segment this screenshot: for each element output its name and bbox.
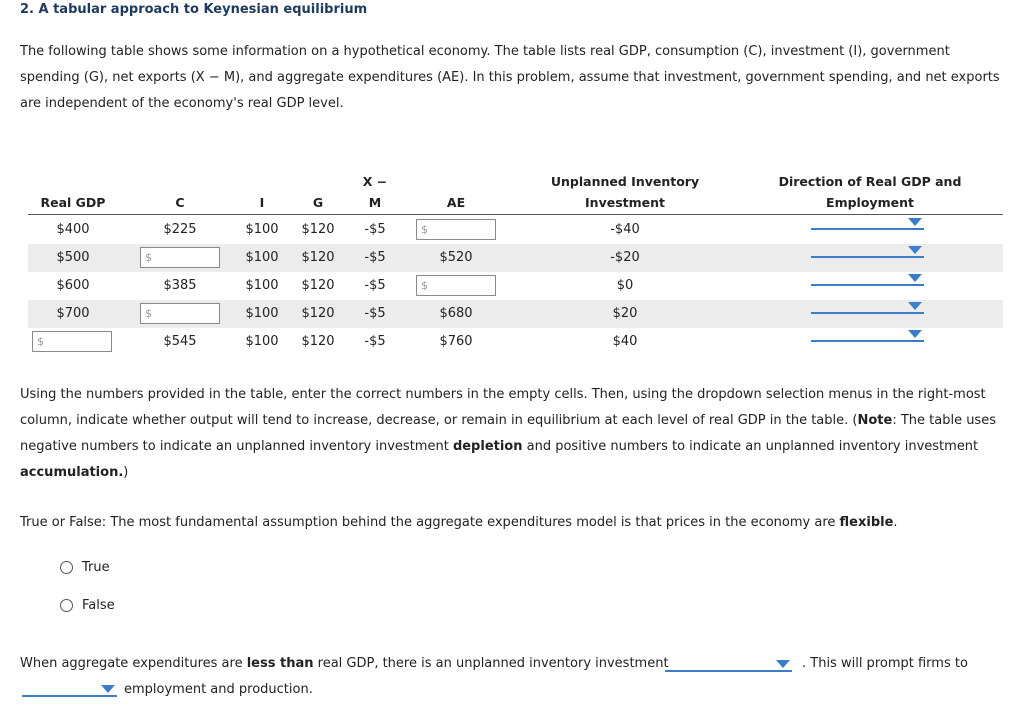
firms-action-dropdown[interactable] (22, 683, 117, 697)
header-inventory-line2: Investment (585, 195, 665, 210)
c-input[interactable]: $ (140, 247, 220, 268)
cell-xm: -$5 (364, 334, 386, 349)
radio-label: False (82, 598, 115, 613)
cell-gdp: $700 (56, 306, 90, 321)
direction-dropdown[interactable] (811, 216, 924, 230)
depletion-term: depletion (452, 439, 523, 454)
cell-g: $120 (301, 278, 335, 293)
header-inventory-line1: Unplanned Inventory (550, 174, 700, 189)
cell-xm: -$5 (364, 250, 386, 265)
header-ae: AE (446, 195, 466, 210)
instructions-text: ) (123, 465, 129, 480)
radio-label: True (82, 560, 110, 575)
chevron-down-icon (908, 302, 922, 310)
header-xm-line1: X − (362, 174, 388, 189)
cell-xm: -$5 (364, 306, 386, 321)
table-row (28, 300, 1003, 328)
cell-i: $100 (245, 278, 279, 293)
sentence-text: real GDP, there is an unplanned inventory investment (313, 656, 669, 671)
radio-button-icon[interactable] (60, 561, 73, 574)
cell-g: $120 (301, 306, 335, 321)
cell-ae: $680 (439, 306, 473, 321)
note-label: Note (857, 413, 893, 428)
chevron-down-icon (908, 330, 922, 338)
sentence-tail: . This will prompt firms to (802, 656, 968, 671)
instructions-text: : The table uses negative numbers to indicate an unplanned inventory investment (20, 413, 996, 454)
cell-inventory: -$40 (610, 222, 640, 237)
table-header-rule (28, 214, 1003, 215)
instructions-paragraph (20, 382, 1005, 486)
accumulation-term: accumulation. (20, 465, 124, 480)
cell-inventory: $40 (612, 334, 638, 349)
direction-dropdown[interactable] (811, 272, 924, 286)
radio-option-false[interactable] (60, 598, 115, 613)
instructions-text: Using the numbers provided in the table, enter the correct numbers in the empty cells. Then, using the dropdown selection menus in the right-most column, indicate whether output will tend to increase, decrease, or remain in equilibrium at each level of real GDP in the table. ( (20, 387, 986, 428)
header-g: G (312, 195, 324, 210)
cell-inventory: $20 (612, 306, 638, 321)
chevron-down-icon (908, 218, 922, 226)
radio-button-icon[interactable] (60, 599, 73, 612)
true-false-question (20, 510, 1005, 536)
gdp-input[interactable]: $ (32, 331, 112, 352)
header-xm-line2: M (368, 195, 382, 210)
cell-ae: $760 (439, 334, 473, 349)
question-text: True or False: The most fundamental assumption behind the aggregate expenditures model is that prices in the economy are (20, 515, 840, 530)
chevron-down-icon (908, 246, 922, 254)
cell-inventory: -$20 (610, 250, 640, 265)
cell-c: $385 (163, 278, 197, 293)
instructions-text: and positive numbers to indicate an unplanned inventory investment (522, 439, 979, 454)
cell-g: $120 (301, 222, 335, 237)
cell-i: $100 (245, 334, 279, 349)
cell-gdp: $400 (56, 222, 90, 237)
fill-in-sentence-line1 (20, 651, 669, 677)
cell-gdp: $600 (56, 278, 90, 293)
cell-c: $225 (163, 222, 197, 237)
cell-c: $545 (163, 334, 197, 349)
header-real-gdp: Real GDP (40, 195, 106, 210)
chevron-down-icon (776, 660, 790, 668)
table-row (28, 244, 1003, 272)
cell-xm: -$5 (364, 222, 386, 237)
header-c: C (175, 195, 185, 210)
fill-in-sentence-line2: employment and production. (124, 682, 313, 697)
direction-dropdown[interactable] (811, 328, 924, 342)
chevron-down-icon (101, 685, 115, 693)
cell-gdp: $500 (56, 250, 90, 265)
ae-input[interactable]: $ (416, 219, 496, 240)
question-text: . (893, 515, 898, 530)
intro-paragraph: The following table shows some information on a hypothetical economy. The table lists real GDP, consumption (C), investment (I), government spending (G), net exports (X − M), and aggregate expenditures (AE). In this problem, assume that investment, government spending, and net exports are independent of the economy's real GDP level. (20, 44, 1000, 111)
direction-dropdown[interactable] (811, 300, 924, 314)
cell-inventory: $0 (616, 278, 634, 293)
header-direction-line1: Direction of Real GDP and (778, 174, 962, 189)
less-than-term: less than (246, 656, 314, 671)
table-row (28, 216, 1003, 244)
cell-i: $100 (245, 306, 279, 321)
cell-i: $100 (245, 222, 279, 237)
question-title: 2. A tabular approach to Keynesian equilibrium (20, 2, 368, 17)
cell-g: $120 (301, 334, 335, 349)
cell-i: $100 (245, 250, 279, 265)
c-input[interactable]: $ (140, 303, 220, 324)
header-direction-line2: Employment (826, 195, 914, 210)
inventory-dropdown[interactable] (665, 658, 792, 672)
header-i: I (259, 195, 265, 210)
flexible-term: flexible (839, 515, 894, 530)
table-row (28, 328, 1003, 356)
table-row (28, 272, 1003, 300)
cell-xm: -$5 (364, 278, 386, 293)
radio-option-true[interactable] (60, 560, 110, 575)
direction-dropdown[interactable] (811, 244, 924, 258)
sentence-text: When aggregate expenditures are (20, 656, 247, 671)
ae-input[interactable]: $ (416, 275, 496, 296)
chevron-down-icon (908, 274, 922, 282)
cell-ae: $520 (439, 250, 473, 265)
cell-g: $120 (301, 250, 335, 265)
